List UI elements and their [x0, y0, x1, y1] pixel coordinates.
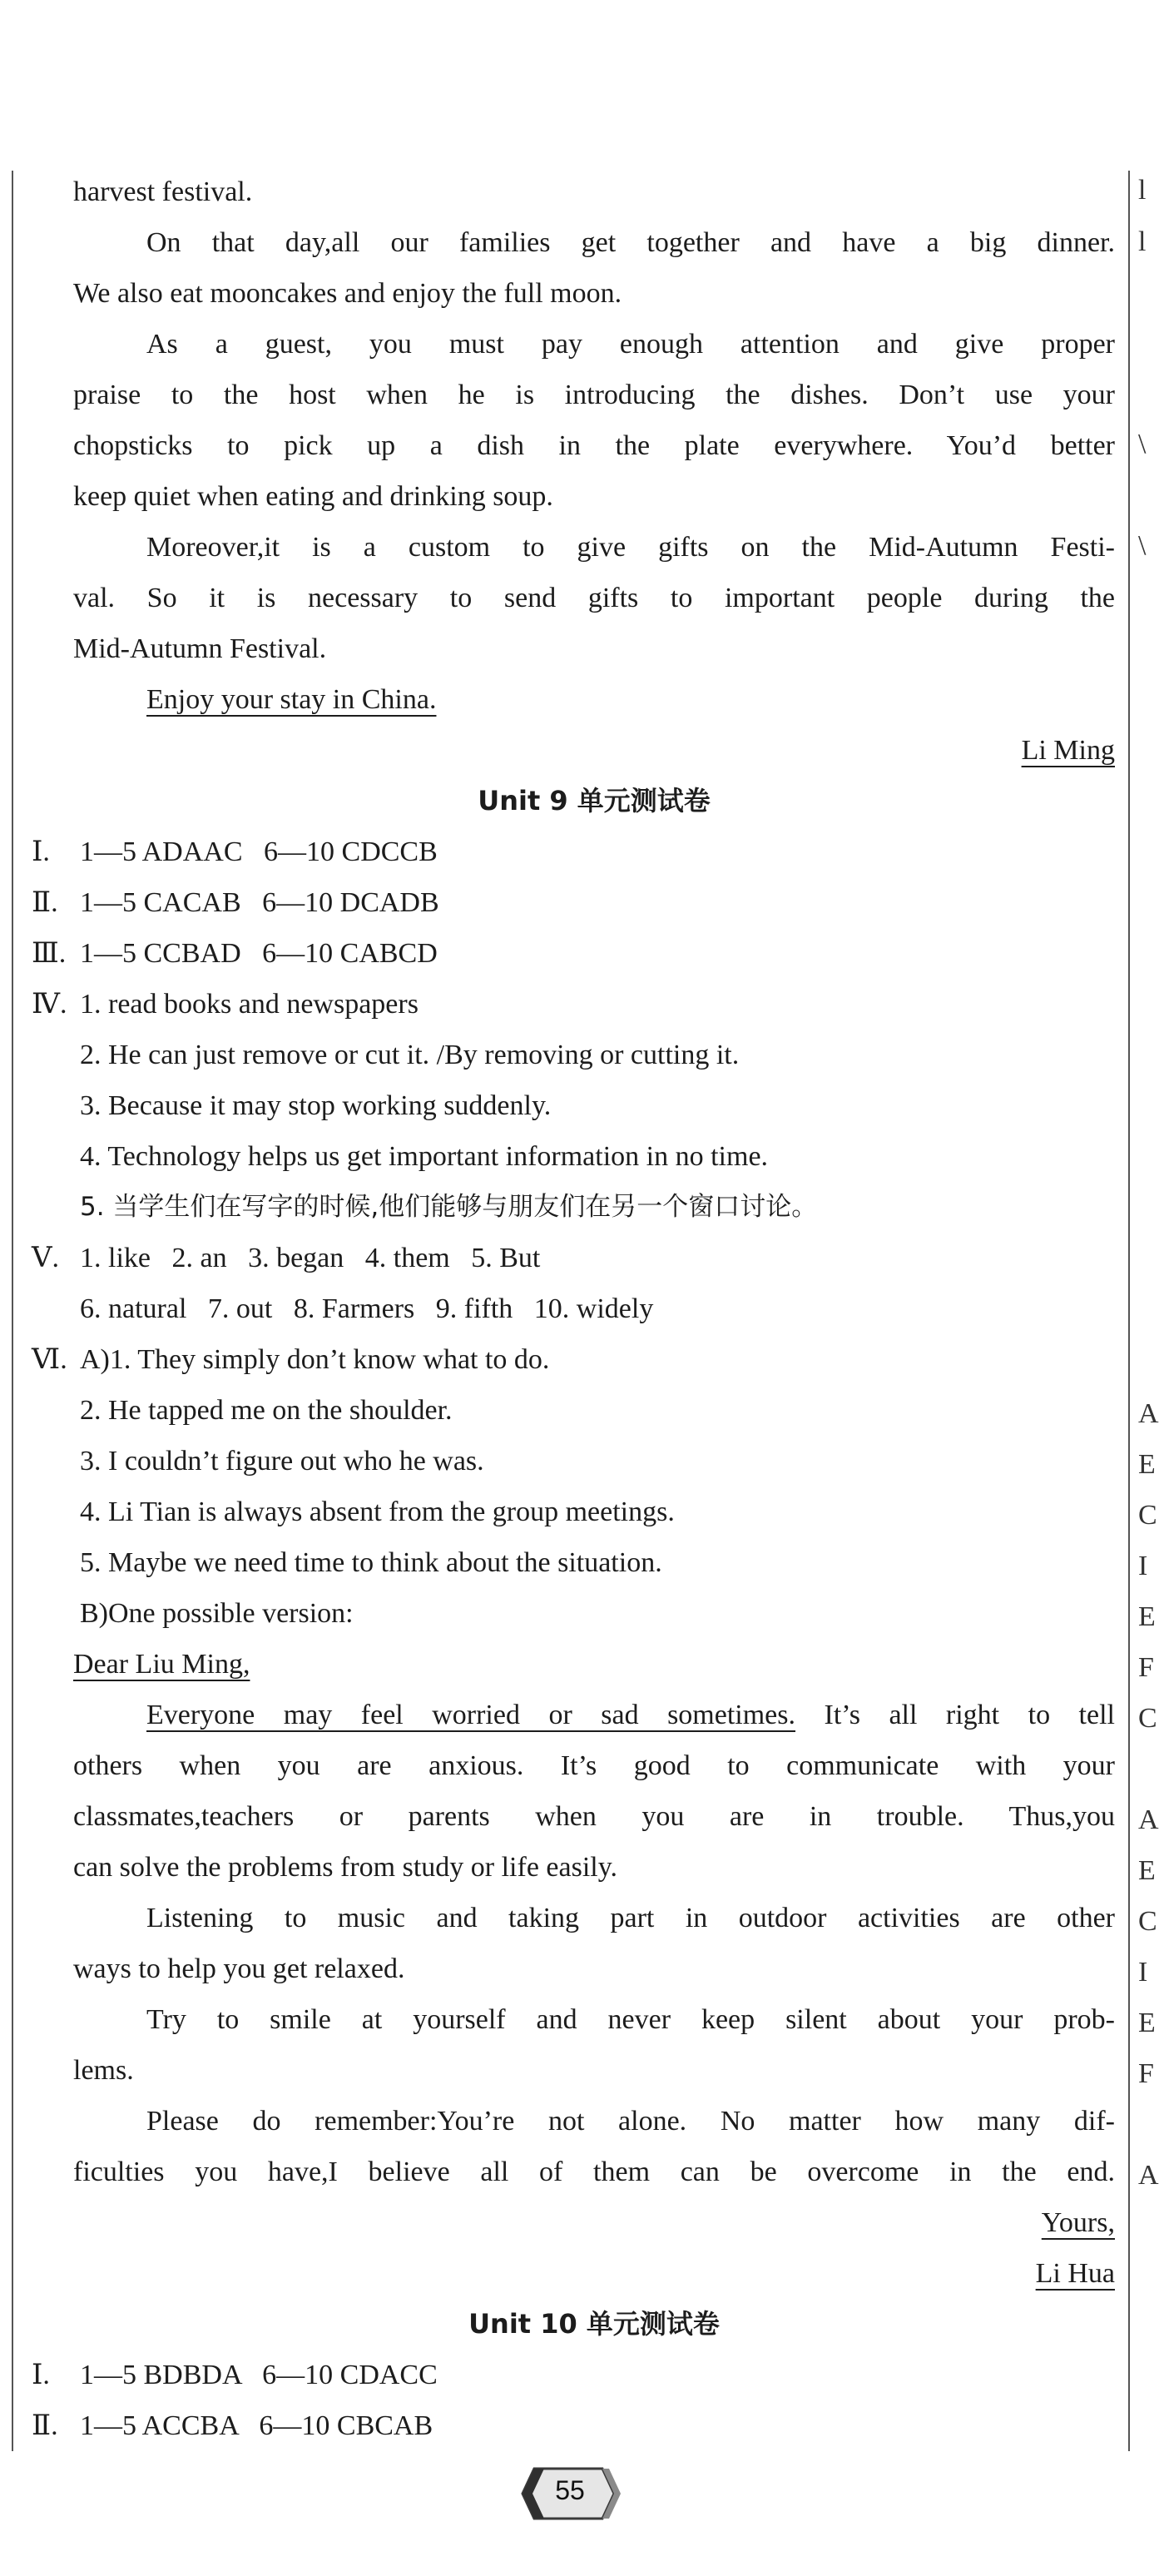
letter-closing: Yours, — [1041, 2207, 1115, 2238]
answer-item: 3. Because it may stop working suddenly. — [80, 1090, 552, 1121]
edge-glyph: l — [1138, 226, 1147, 257]
letter-line: praise to the host when he is introducing the dishes. Don’t use your — [73, 380, 1115, 410]
answer-text: 1—5 BDBDA 6—10 CDACC — [80, 2360, 438, 2390]
letter-line: classmates,teachers or parents when you are in trouble. Thus,you — [73, 1801, 1115, 1832]
unit9-section-2 — [32, 877, 1115, 928]
answer-item: 5. 当学生们在写字的时候,他们能够与朋友们在另一个窗口讨论。 — [80, 1192, 818, 1222]
letter-line: Everyone may feel worried or sad sometimes. It’s all right to tell — [146, 1700, 1115, 1730]
letter-line: On that day,all our families get together and have a big dinner. — [146, 227, 1115, 258]
answer-text: 1—5 CCBAD 6—10 CABCD — [80, 938, 438, 969]
edge-glyph: E — [1138, 1449, 1156, 1480]
letter-line: Listening to music and taking part in outdoor activities are other — [146, 1903, 1115, 1933]
page-number-badge — [516, 2462, 626, 2525]
section-number: Ⅱ. — [32, 2410, 58, 2441]
unit10-section-2 — [32, 2400, 1115, 2451]
unit9-title: Unit 9 单元测试卷 — [478, 785, 711, 816]
unit9-section-4 — [32, 979, 1115, 1030]
edge-glyph: \ — [1138, 530, 1147, 561]
unit9-section-6 — [32, 1334, 1115, 1385]
edge-glyph: l — [1138, 175, 1147, 206]
letter-line: chopsticks to pick up a dish in the plate everywhere. You’d better — [73, 430, 1115, 461]
answer-item: 2. He tapped me on the shoulder. — [80, 1395, 453, 1426]
letter-signature: Li Ming — [1021, 735, 1115, 766]
page-number: 55 — [555, 2475, 585, 2505]
answer-item: 1. read books and newspapers — [80, 989, 419, 1020]
left-margin-rule — [12, 171, 13, 2451]
unit10-title: Unit 10 单元测试卷 — [468, 2308, 720, 2340]
unit9-section-3 — [32, 928, 1115, 979]
answer-item: 5. Maybe we need time to think about the situation. — [80, 1547, 662, 1578]
letter-line: others when you are anxious. It’s good to communicate with your — [73, 1750, 1115, 1781]
letter-line: Moreover,it is a custom to give gifts on the Mid-Autumn Festi- — [146, 532, 1115, 563]
section-number: Ⅲ. — [32, 938, 67, 969]
answer-text: 1. like 2. an 3. began 4. them 5. But — [80, 1243, 541, 1273]
underlined-sentence: Enjoy your stay in China. — [146, 684, 437, 715]
letter-line: Mid-Autumn Festival. — [73, 633, 327, 664]
edge-glyph: F — [1138, 2058, 1154, 2089]
unit10-section-1 — [32, 2350, 1115, 2400]
answer-item: 2. He can just remove or cut it. /By removing or cutting it. — [80, 1040, 740, 1070]
letter-line: Try to smile at yourself and never keep silent about your prob- — [146, 2004, 1115, 2035]
edge-glyph: \ — [1138, 429, 1147, 459]
unit9-section-5 — [32, 1233, 1115, 1283]
letter-line: keep quiet when eating and drinking soup. — [73, 481, 553, 512]
letter-line: can solve the problems from study or life easily. — [73, 1852, 618, 1883]
edge-glyph: I — [1138, 1957, 1148, 1988]
answer-item: 3. I couldn’t figure out who he was. — [80, 1446, 484, 1477]
edge-glyph: E — [1138, 1601, 1156, 1632]
edge-glyph: A — [1138, 1804, 1159, 1835]
section-number: Ⅱ. — [32, 887, 58, 918]
edge-glyph: F — [1138, 1652, 1154, 1683]
section-number: Ⅳ. — [32, 989, 67, 1020]
letter-line: ways to help you get relaxed. — [73, 1953, 405, 1984]
edge-glyph: A — [1138, 1398, 1159, 1429]
answer-text: 1—5 ACCBA 6—10 CBCAB — [80, 2410, 433, 2441]
letter-line: As a guest, you must pay enough attention and give proper — [146, 329, 1115, 360]
edge-glyph: I — [1138, 1551, 1148, 1581]
letter-line — [73, 674, 1115, 725]
letter-line: harvest festival. — [73, 176, 253, 207]
edge-glyph: C — [1138, 1500, 1157, 1531]
letter-line: We also eat mooncakes and enjoy the full moon. — [73, 278, 622, 309]
answer-text: 1—5 CACAB 6—10 DCADB — [80, 887, 439, 918]
edge-glyph: A — [1138, 2160, 1159, 2191]
letter-line: lems. — [73, 2055, 134, 2086]
edge-glyph: E — [1138, 1855, 1156, 1886]
answer-text: 1—5 ADAAC 6—10 CDCCB — [80, 836, 438, 867]
answer-item: 4. Li Tian is always absent from the group meetings. — [80, 1496, 675, 1527]
section-number: Ⅰ. — [32, 2360, 50, 2390]
letter-line: ficulties you have,I believe all of them can be overcome in the end. — [73, 2157, 1115, 2187]
letter-line: Please do remember:You’re not alone. No matter how many dif- — [146, 2106, 1115, 2137]
section-number: Ⅰ. — [32, 836, 50, 867]
edge-glyph: E — [1138, 2008, 1156, 2038]
answer-item: B)One possible version: — [80, 1598, 354, 1629]
section-number: Ⅵ. — [32, 1344, 67, 1375]
underlined-sentence: Everyone may feel worried or sad sometimes. — [146, 1700, 796, 1730]
edge-glyph: C — [1138, 1906, 1157, 1937]
answer-column — [32, 166, 1115, 2451]
letter-greeting: Dear Liu Ming, — [73, 1649, 250, 1680]
answer-text: 6. natural 7. out 8. Farmers 9. fifth 10. widely — [80, 1293, 654, 1324]
letter-line: val. So it is necessary to send gifts to important people during the — [73, 583, 1115, 613]
section-number: Ⅴ. — [32, 1243, 60, 1273]
right-column-rule — [1128, 171, 1130, 2451]
letter-signature: Li Hua — [1035, 2258, 1115, 2289]
answer-item: A)1. They simply don’t know what to do. — [80, 1344, 550, 1375]
answer-item: 4. Technology helps us get important information in no time. — [80, 1141, 769, 1172]
edge-glyph: C — [1138, 1703, 1157, 1734]
unit9-section-1 — [32, 826, 1115, 877]
